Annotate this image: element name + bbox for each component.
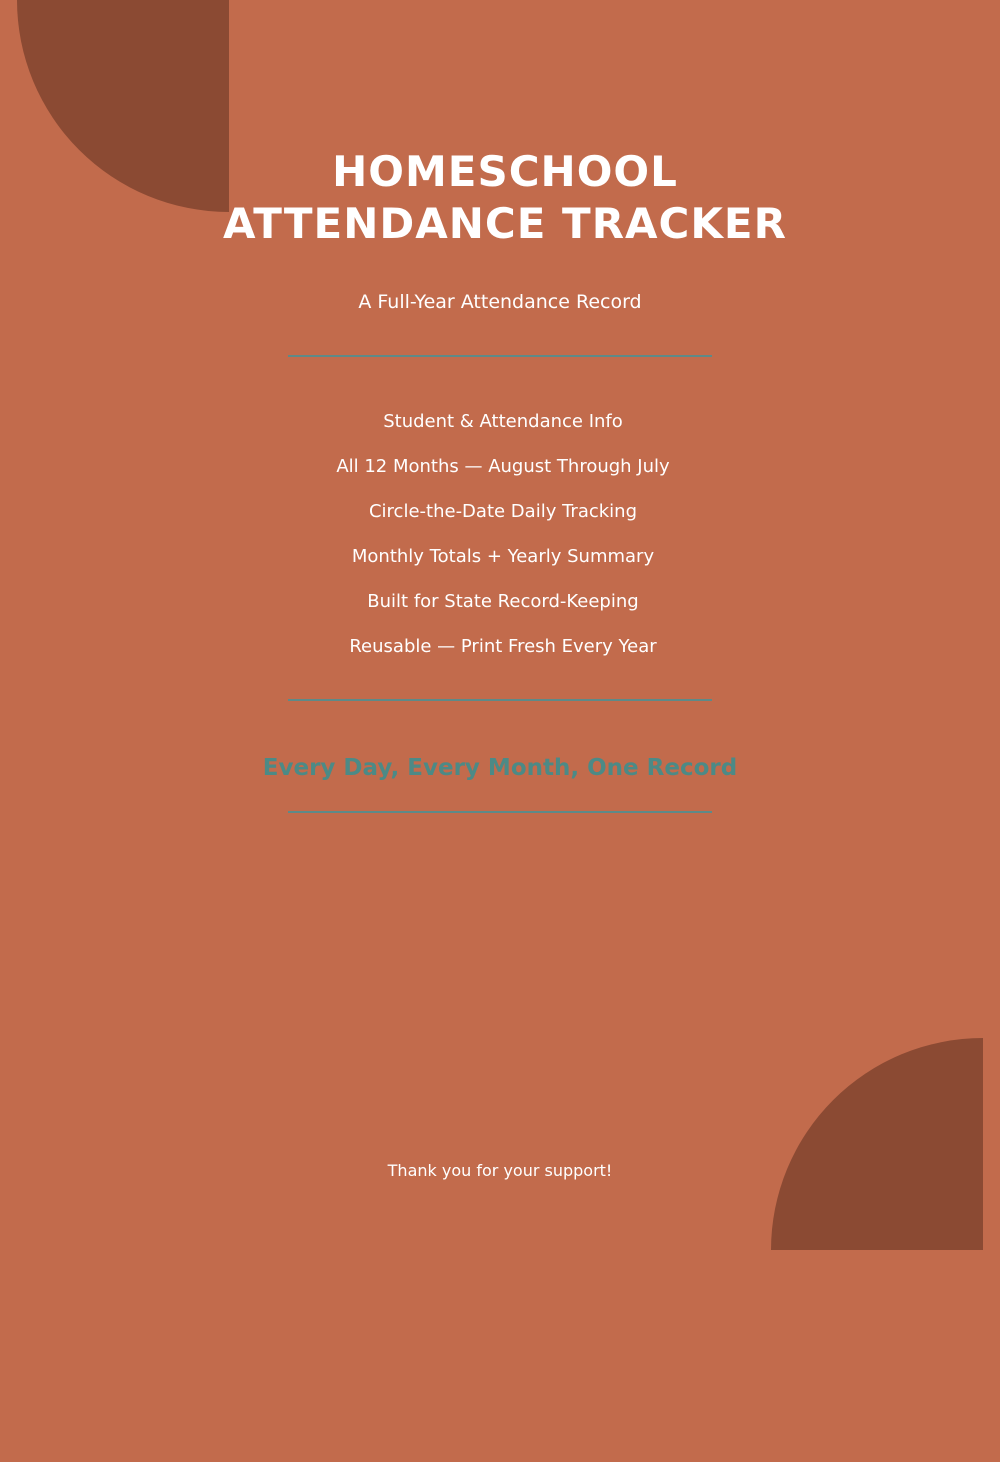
feature-item: Circle-the-Date Daily Tracking	[368, 501, 638, 522]
feature-list	[0, 405, 1000, 675]
feature-item: Monthly Totals + Yearly Summary	[351, 546, 655, 567]
subtitle: A Full-Year Attendance Record	[358, 291, 642, 313]
feature-item: Reusable — Print Fresh Every Year	[349, 636, 657, 657]
feature-item: All 12 Months — August Through July	[336, 456, 670, 477]
feature-item: Student & Attendance Info	[383, 411, 623, 432]
corner-decoration-bottom-right	[771, 1038, 1000, 1462]
page-title	[0, 146, 1000, 250]
footer-thanks: Thank you for your support!	[387, 1161, 613, 1180]
feature-item: Built for State Record-Keeping	[367, 591, 639, 612]
title-line-1: HOMESCHOOL	[332, 147, 678, 196]
divider-middle	[288, 699, 712, 701]
title-line-2: ATTENDANCE TRACKER	[223, 199, 787, 248]
tagline: Every Day, Every Month, One Record	[262, 755, 738, 781]
divider-bottom	[288, 811, 712, 813]
divider-top	[288, 355, 712, 357]
